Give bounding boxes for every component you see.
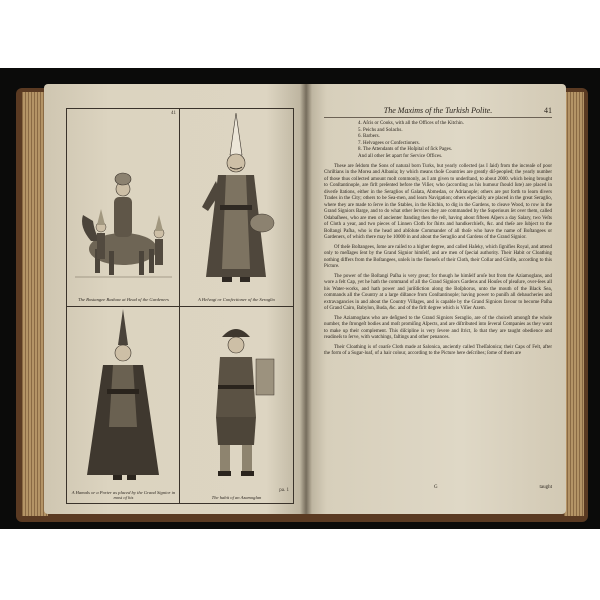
paragraph: The power of the Boſtangi Paſha is very great; for though he himſelf aroſe but from the Aziamoglans, and wore a felt Cap, yet he hath the command of all the Grand Signiors Gardens and Houſes of pleaſure, over-ſees all his Water-works, and hath power and juriſdiction along the Boſphorus, unto the mouth of the Black Sea, commands all the Country at a large diſtance from Conſtantinople; having power to puniſh all debaucheries and extravagancies in and about the Country Villages, and is capable by the Grand Signiors favour to become Paſha of Grand Cairo, Babylon, Buda, &c. and of the firſt degree which is Viſier Azem. — [324, 273, 552, 312]
list-item: And all other ſet apart for Service Offices. — [358, 153, 443, 159]
plate-number: pa. 1 — [279, 488, 289, 493]
plate-azamoglan — [180, 307, 293, 503]
plate-caption: The habit of an Azamoglan — [211, 495, 262, 500]
list-item: 8. The Attendants of the Hoſpital of ſick Pages. — [358, 147, 453, 153]
text-block — [324, 106, 552, 358]
book-photograph — [0, 68, 600, 529]
azamoglan-engraving — [180, 307, 293, 487]
signature-mark: G — [434, 485, 438, 490]
running-head — [324, 106, 552, 118]
plate-caption: A Hamals or a Porter as placed by the Grand Signior in most of his — [71, 490, 176, 500]
paragraph: Of theſe Boſtangees, ſome are raiſed to a higher degree, and called Haſeky, which ſignifies Royal, and attend only to meſſages ſent by the Grand Signior himſelf, and are men of ſpecial authority. Their Habit or Cloathing nothing differs from the Boſtangees, unleſs in the fineneſs of their Cloth, their Collar and Girdle, according to this Picture. — [324, 244, 552, 270]
porter-engraving — [67, 307, 180, 487]
book-gutter — [300, 84, 312, 514]
paragraph: Their Cloathing is of coarſe Cloth made at Salonica, anciently called Theſſalonica; their Caps of Felt, after the form of a Sugar-loaf, of a hair colour, according to the Picture here deſcribes; ſome of them are — [324, 344, 552, 357]
confectioner-engraving — [180, 109, 293, 289]
plate-caption: The Bostangee Bashaw at Head of the Gardeners — [78, 297, 169, 302]
plate-caption: A Helvagi or Confectioner of the Seraglio — [198, 297, 275, 302]
open-book — [16, 78, 588, 524]
list-item: 7. Helvagees or Confectioners. — [358, 140, 420, 146]
page-edges-right — [564, 92, 584, 516]
page-number: 41 — [544, 106, 552, 115]
running-head-title: The Maxims of the Turkish Polite. — [383, 106, 493, 115]
plate-helvagi — [180, 109, 293, 305]
plate-bostangee-bashaw — [67, 109, 180, 305]
service-list — [358, 121, 552, 161]
catchword: taught — [539, 485, 552, 490]
right-page-text — [306, 84, 566, 514]
left-page-plate — [44, 84, 306, 514]
list-item: 6. Barbers. — [358, 134, 380, 140]
plate-hamal — [67, 307, 180, 503]
horseman-engraving — [67, 109, 180, 289]
plate-frame — [66, 108, 294, 504]
list-item: 5. Peichs and Solachs. — [358, 127, 403, 133]
paragraph: The Aziamoglans who are deſigned to the Grand Signiors Seraglio, are of the choiceſt amongſt the whole number, the ſtrongeſt bodies and moſt promiſing Aſpects, and are diſtributed into ſeveral Companies as they want to make up their complement. This diſcipline is very ſevere and ſtrict, ſo that they are taught obedience and readineſs to ſerve, with watchings, faſtings and other penances. — [324, 315, 552, 341]
list-item: 4. Aſcis or Cooks, with all the Offices of the Kitchin. — [358, 121, 464, 126]
paragraph: These are ſeldom the Sons of natural born Turks, but yearly collected (as I ſaid) from the increaſe of poor Chriſtians in the Morea and Albania; by which means thoſe Countries are greatly diſ-peopled; the yearly number of those thus collected amount moſt commonly, as I am given to underſtand, to about 2000. which being brought to Conſtantinople, are firſt preſented before the Viſier, who (according as his humour ſhould ſute) are placed in diverſe ſtations, either in the Seraglios of Galata, Abmedan, or Adrianople; others are put forth to learn divers Trades in the City; others to be Sea-men, and learn Navigation; others eſpecially are placed in the great Seraglio, where they are made to ſerve in the Stables, in the Kitchin, to dig in the Gardens, to cleave Wood, to row in the Grand Signiors Barge, and to do what other ſervices they are commanded by the Superiours ſet over them, called Odabaſhees, who are men of ancienter ſtanding then the reſt, having about fifteen Aſpers a day Salary, two Veſts of Cloth a year, and two pieces of Linnen Cloth for ſhirts and handkerchiefs, &c. and theſe are ſubject to the Boſtangi Paſha, who is the head and abſolute Commander of all thoſe who have the name of Boſtangees or Gardeners, of which there may be 10000 in and about the Seraglio and Gardens of the Grand Signior. — [324, 163, 552, 241]
plate-number: 41 — [171, 111, 176, 116]
